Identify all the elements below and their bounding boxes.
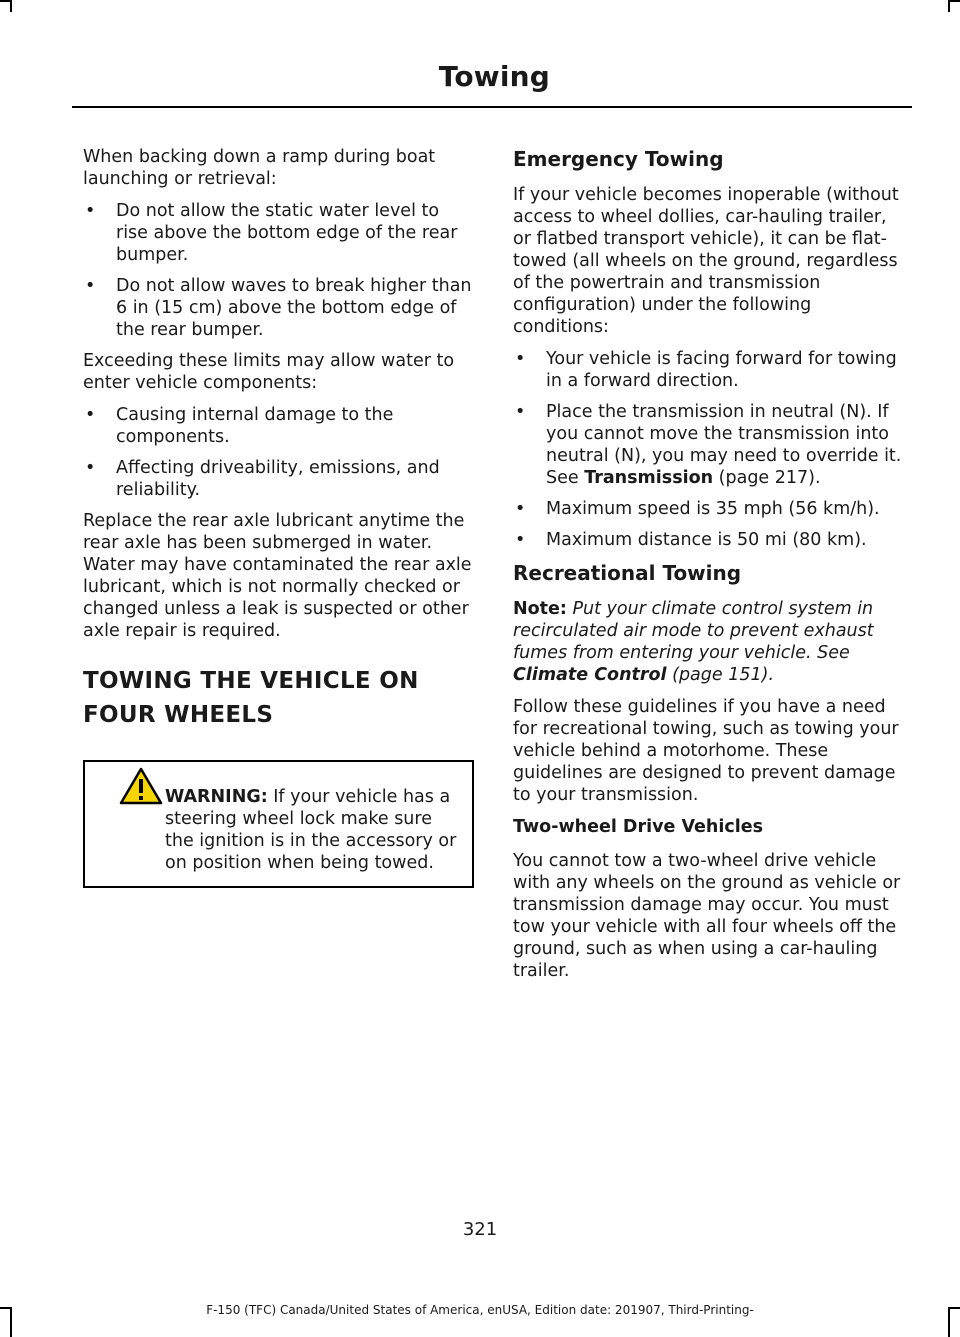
list-item [513, 401, 908, 489]
warning-label: WARNING: [165, 787, 268, 807]
two-wheel-paragraph: You cannot tow a two-wheel drive vehicle with any wheels on the ground as vehicle or transmission damage may occur. You must tow your vehicle with all four wheels off the ground, such as when using a car-hauling trailer. [513, 851, 901, 981]
crop-mark-top-left-v [10, 0, 12, 12]
list-item: • Do not allow waves to break higher than 6 in (15 cm) above the bottom edge of the rear bumper. [83, 275, 475, 341]
ramp-bullet-list [83, 200, 475, 341]
header-rule [72, 106, 912, 108]
page-title: Towing [438, 60, 550, 93]
warning-triangle-icon [119, 767, 163, 805]
page-reference: (page 217). [713, 468, 821, 488]
list-item: • Affecting driveability, emissions, and reliability. [83, 457, 475, 501]
crop-mark-top-right-v [948, 0, 950, 12]
right-column [513, 146, 908, 992]
page-number: 321 [462, 1219, 498, 1240]
list-item-text: Place the transmission in neutral (N). If you cannot move the transmission into neutral (N), you may need to override it. See [546, 402, 902, 488]
two-wheel-heading: Two-wheel Drive Vehicles [513, 817, 764, 837]
list-item: • Maximum distance is 50 mi (80 km). [513, 529, 908, 551]
left-column [83, 146, 475, 888]
transmission-link[interactable]: Transmission [584, 468, 714, 488]
section-heading-line1: TOWING THE VEHICLE ON [83, 668, 419, 694]
warning-text: If your vehicle has a steering wheel lock make sure the ignition is in the accessory or on position when being towed. [165, 787, 457, 873]
damage-bullet-list [83, 404, 475, 501]
list-item: • Maximum speed is 35 mph (56 km/h). [513, 498, 908, 520]
replace-paragraph: Replace the rear axle lubricant anytime the rear axle has been submerged in water. Water may have contaminated the rear axle lubricant, which is not normally checked or changed unless a leak is suspected or other axle repair is required. [83, 511, 472, 641]
section-heading [83, 664, 475, 732]
footer-edition: F-150 (TFC) Canada/United States of America, enUSA, Edition date: 201907, Third-Printing- [206, 1303, 754, 1317]
warning-box [83, 760, 474, 888]
exceed-paragraph: Exceeding these limits may allow water to enter vehicle components: [83, 351, 455, 393]
section-heading-line2: FOUR WHEELS [83, 702, 274, 728]
intro-paragraph: When backing down a ramp during boat launching or retrieval: [83, 147, 436, 189]
note-paragraph [513, 598, 908, 686]
emergency-towing-heading: Emergency Towing [513, 147, 724, 171]
recreational-towing-heading: Recreational Towing [513, 561, 742, 585]
emergency-paragraph: If your vehicle becomes inoperable (without access to wheel dollies, car-hauling trailer, or flatbed transport vehicle), it can be flat-towed (all wheels on the ground, regardless of the powertrain and transmission configuration) under the following conditions: [513, 185, 899, 337]
note-text: Put your climate control system in recirculated air mode to prevent exhaust fumes from entering your vehicle. See [513, 599, 874, 663]
conditions-list [513, 348, 908, 551]
list-item: • Do not allow the static water level to rise above the bottom edge of the rear bumper. [83, 200, 475, 266]
note-page-reference: (page 151). [666, 665, 775, 685]
list-item: • Causing internal damage to the components. [83, 404, 475, 448]
follow-paragraph: Follow these guidelines if you have a need for recreational towing, such as towing your vehicle behind a motorhome. These guidelines are designed to prevent damage to your transmission. [513, 697, 899, 805]
climate-control-link[interactable]: Climate Control [513, 665, 667, 685]
note-label: Note: [513, 599, 567, 619]
list-item: • Your vehicle is facing forward for towing in a forward direction. [513, 348, 908, 392]
